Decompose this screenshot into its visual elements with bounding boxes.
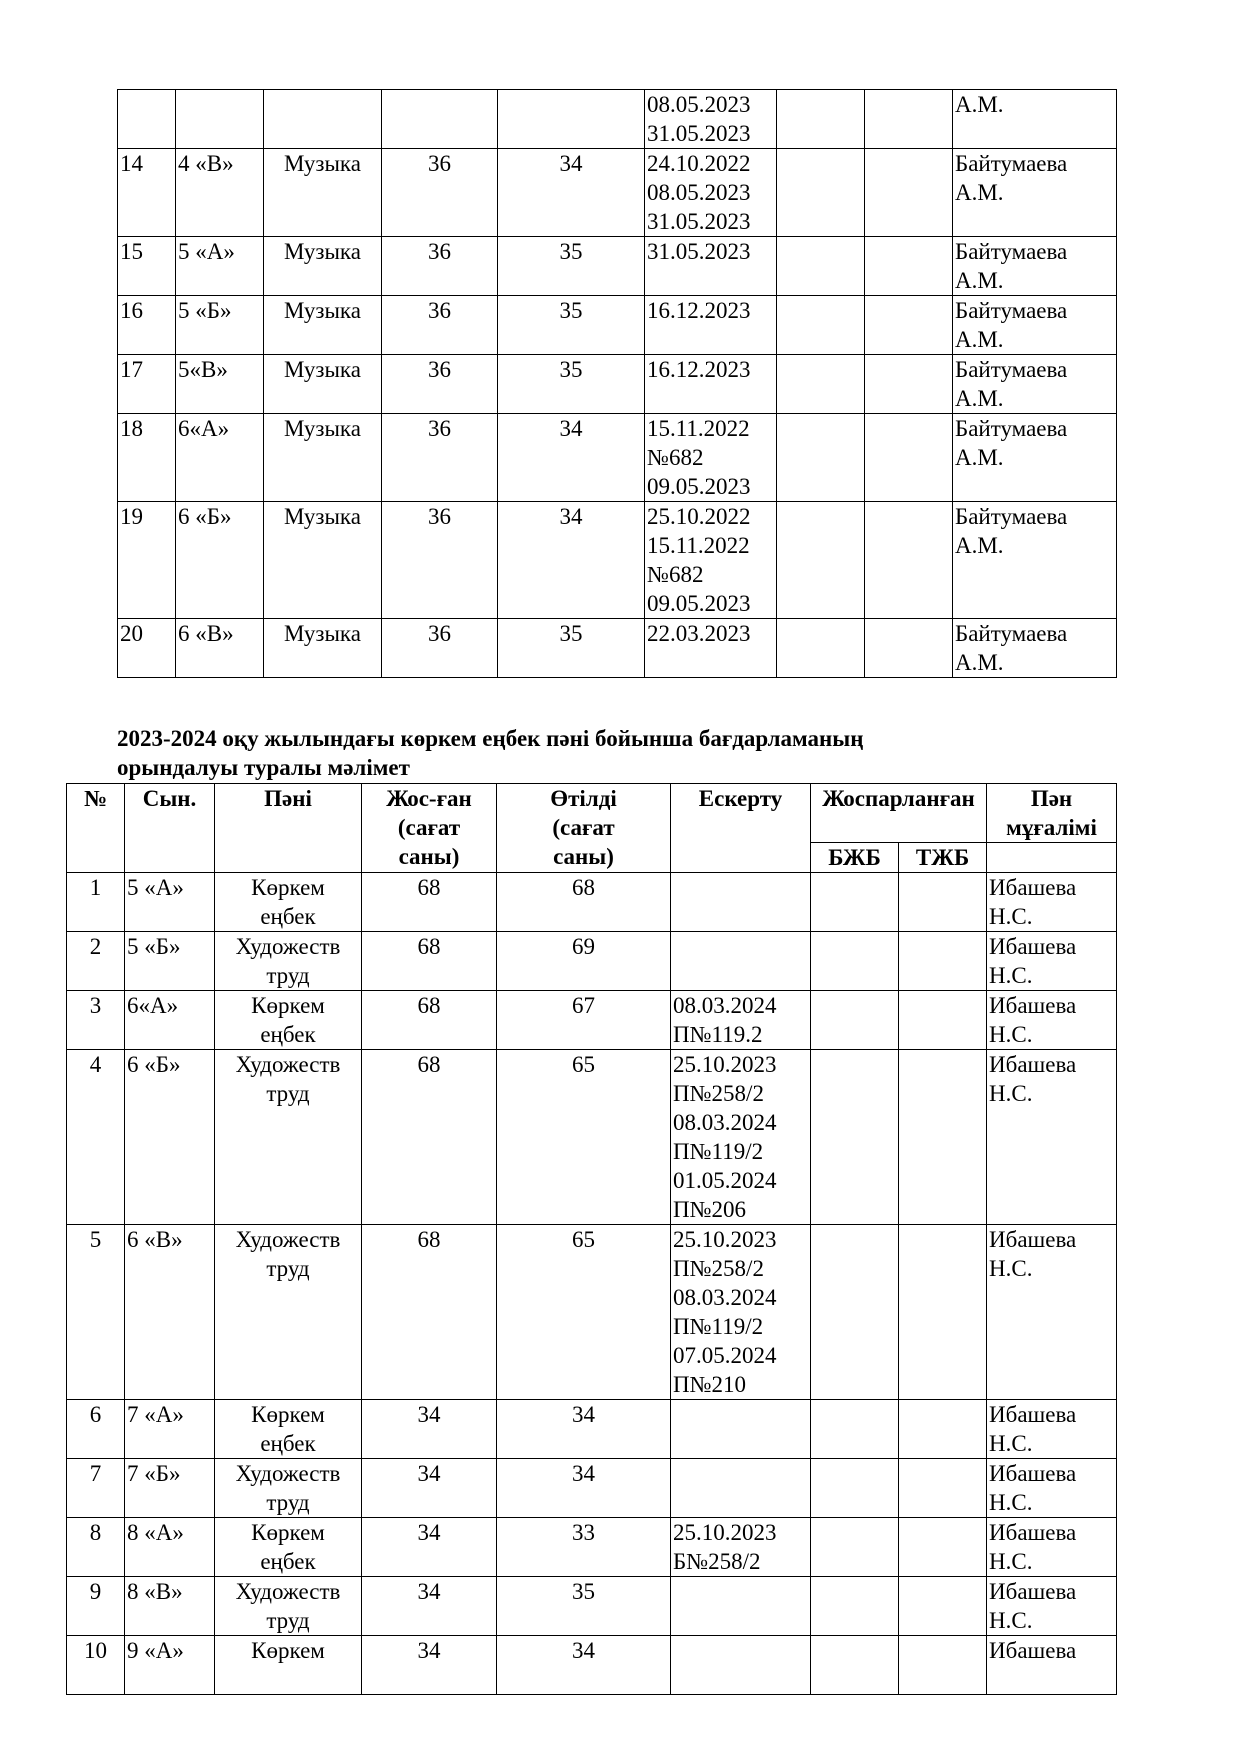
cell-notes: 15.11.2022 №682 09.05.2023: [645, 414, 777, 502]
cell-planned: 68: [362, 1050, 497, 1225]
cell-teacher: Ибашева Н.С.: [987, 1459, 1117, 1518]
cell-num: 5: [67, 1225, 125, 1400]
cell-tjb: [899, 1577, 987, 1636]
header-class: Сын.: [125, 784, 215, 873]
cell-bjb: [811, 932, 899, 991]
cell-num: 10: [67, 1636, 125, 1695]
cell-teacher: Байтумаева А.М.: [953, 296, 1117, 355]
cell-bjb: [811, 873, 899, 932]
cell-bjb: [777, 502, 865, 619]
table-row: [118, 90, 1117, 149]
cell-cls: 8 «А»: [125, 1518, 215, 1577]
cell-cls: 5 «А»: [176, 237, 264, 296]
table-row: [118, 414, 1117, 502]
cell-bjb: [777, 237, 865, 296]
cell-teacher: Байтумаева А.М.: [953, 237, 1117, 296]
cell-teacher: А.М.: [953, 90, 1117, 149]
cell-subject: Музыка: [264, 414, 382, 502]
cell-done: 34: [497, 1636, 671, 1695]
cell-done: 33: [497, 1518, 671, 1577]
cell-cls: 6 «В»: [125, 1225, 215, 1400]
cell-teacher: Ибашева Н.С.: [987, 873, 1117, 932]
cell-bjb: [777, 296, 865, 355]
cell-tjb: [899, 1459, 987, 1518]
cell-cls: 6 «Б»: [176, 502, 264, 619]
cell-cls: 5 «Б»: [125, 932, 215, 991]
cell-teacher: Байтумаева А.М.: [953, 619, 1117, 678]
cell-bjb: [811, 1518, 899, 1577]
cell-notes: [671, 1400, 811, 1459]
header-planned-hours: Жос-ған (сағат саны): [362, 784, 497, 873]
cell-done: 35: [498, 237, 645, 296]
cell-done: 68: [497, 873, 671, 932]
cell-tjb: [865, 355, 953, 414]
cell-planned: 36: [382, 414, 498, 502]
cell-done: 34: [497, 1459, 671, 1518]
cell-notes: 22.03.2023: [645, 619, 777, 678]
cell-teacher: Ибашева Н.С.: [987, 1518, 1117, 1577]
cell-planned: 36: [382, 296, 498, 355]
table-row: [67, 1050, 1117, 1225]
cell-cls: 6«А»: [125, 991, 215, 1050]
cell-subject: Художеств труд: [215, 1459, 362, 1518]
cell-teacher: Байтумаева А.М.: [953, 355, 1117, 414]
section-heading: 2023-2024 оқу жылындағы көркем еңбек пәні бойынша бағдарламаның орындалуы туралы мәлімет: [117, 726, 864, 780]
cell-teacher: Байтумаева А.М.: [953, 149, 1117, 237]
music-table-body: [118, 90, 1117, 678]
cell-planned: 68: [362, 991, 497, 1050]
cell-bjb: [811, 1459, 899, 1518]
cell-subject: Көркем еңбек: [215, 1400, 362, 1459]
cell-num: 1: [67, 873, 125, 932]
cell-cls: 5 «А»: [125, 873, 215, 932]
cell-planned: 34: [362, 1636, 497, 1695]
cell-num: 6: [67, 1400, 125, 1459]
cell-planned: 36: [382, 619, 498, 678]
cell-cls: 7 «Б»: [125, 1459, 215, 1518]
cell-num: 19: [118, 502, 176, 619]
cell-num: [118, 90, 176, 149]
table-row: [67, 1577, 1117, 1636]
cell-tjb: [865, 237, 953, 296]
cell-num: 9: [67, 1577, 125, 1636]
header-teacher: Пән мұғалімі: [987, 784, 1117, 843]
cell-num: 4: [67, 1050, 125, 1225]
cell-tjb: [865, 149, 953, 237]
cell-notes: 16.12.2023: [645, 296, 777, 355]
cell-bjb: [811, 1400, 899, 1459]
table-row: [67, 991, 1117, 1050]
cell-num: 16: [118, 296, 176, 355]
cell-teacher: Байтумаева А.М.: [953, 414, 1117, 502]
cell-tjb: [865, 90, 953, 149]
cell-bjb: [777, 414, 865, 502]
cell-tjb: [865, 414, 953, 502]
table-row: [67, 1459, 1117, 1518]
cell-notes: 24.10.2022 08.05.2023 31.05.2023: [645, 149, 777, 237]
cell-cls: 5 «Б»: [176, 296, 264, 355]
cell-planned: 68: [362, 932, 497, 991]
cell-teacher: Ибашева Н.С.: [987, 1577, 1117, 1636]
cell-num: 8: [67, 1518, 125, 1577]
table-row: [118, 502, 1117, 619]
cell-cls: 6 «Б»: [125, 1050, 215, 1225]
table-row: [67, 932, 1117, 991]
cell-subject: Музыка: [264, 355, 382, 414]
cell-notes: [671, 932, 811, 991]
cell-teacher: Ибашева Н.С.: [987, 991, 1117, 1050]
cell-done: 65: [497, 1225, 671, 1400]
cell-done: 34: [498, 502, 645, 619]
table-row: [67, 1400, 1117, 1459]
cell-notes: 25.10.2023 П№258/2 08.03.2024 П№119/2 07.05.2024 П№210: [671, 1225, 811, 1400]
cell-teacher: Ибашева: [987, 1636, 1117, 1695]
cell-cls: 4 «В»: [176, 149, 264, 237]
cell-planned: 34: [362, 1577, 497, 1636]
cell-teacher: Ибашева Н.С.: [987, 1400, 1117, 1459]
cell-bjb: [777, 149, 865, 237]
table-row: [67, 1636, 1117, 1695]
cell-bjb: [811, 1636, 899, 1695]
art-table-header: [67, 784, 1117, 873]
cell-tjb: [865, 502, 953, 619]
table-row: [118, 237, 1117, 296]
cell-subject: Художеств труд: [215, 1050, 362, 1225]
cell-num: 20: [118, 619, 176, 678]
music-program-table: [117, 89, 1117, 678]
cell-bjb: [777, 619, 865, 678]
cell-cls: 5«В»: [176, 355, 264, 414]
cell-subject: Художеств труд: [215, 932, 362, 991]
cell-planned: 68: [362, 873, 497, 932]
cell-bjb: [777, 90, 865, 149]
cell-notes: [671, 873, 811, 932]
cell-tjb: [899, 1636, 987, 1695]
cell-notes: 25.10.2023 П№258/2 08.03.2024 П№119/2 01.05.2024 П№206: [671, 1050, 811, 1225]
cell-bjb: [811, 1577, 899, 1636]
cell-num: 2: [67, 932, 125, 991]
cell-tjb: [865, 619, 953, 678]
cell-planned: 34: [362, 1518, 497, 1577]
cell-notes: 25.10.2022 15.11.2022 №682 09.05.2023: [645, 502, 777, 619]
header-teacher-blank: [987, 843, 1117, 873]
cell-cls: 7 «А»: [125, 1400, 215, 1459]
cell-done: 34: [497, 1400, 671, 1459]
cell-tjb: [899, 1225, 987, 1400]
cell-num: 3: [67, 991, 125, 1050]
cell-planned: 68: [362, 1225, 497, 1400]
cell-done: 67: [497, 991, 671, 1050]
cell-planned: 34: [362, 1459, 497, 1518]
cell-done: [498, 90, 645, 149]
table-row: [118, 296, 1117, 355]
cell-subject: Музыка: [264, 237, 382, 296]
cell-planned: [382, 90, 498, 149]
cell-tjb: [899, 991, 987, 1050]
cell-done: 69: [497, 932, 671, 991]
cell-bjb: [777, 355, 865, 414]
cell-subject: Художеств труд: [215, 1225, 362, 1400]
cell-notes: [671, 1636, 811, 1695]
cell-done: 35: [497, 1577, 671, 1636]
art-table-body: [67, 873, 1117, 1695]
cell-subject: Музыка: [264, 296, 382, 355]
cell-tjb: [899, 932, 987, 991]
cell-tjb: [899, 1050, 987, 1225]
cell-planned: 36: [382, 237, 498, 296]
cell-teacher: Ибашева Н.С.: [987, 1225, 1117, 1400]
table-row: [67, 1518, 1117, 1577]
cell-num: 17: [118, 355, 176, 414]
cell-bjb: [811, 1050, 899, 1225]
cell-num: 14: [118, 149, 176, 237]
header-scheduled: Жоспарланған: [811, 784, 987, 843]
cell-teacher: Ибашева Н.С.: [987, 1050, 1117, 1225]
cell-done: 35: [498, 296, 645, 355]
cell-teacher: Байтумаева А.М.: [953, 502, 1117, 619]
cell-tjb: [899, 1518, 987, 1577]
cell-notes: [671, 1459, 811, 1518]
cell-teacher: Ибашева Н.С.: [987, 932, 1117, 991]
cell-subject: [264, 90, 382, 149]
header-subject: Пәні: [215, 784, 362, 873]
header-num: №: [67, 784, 125, 873]
table-row: [67, 873, 1117, 932]
cell-planned: 36: [382, 149, 498, 237]
cell-planned: 36: [382, 502, 498, 619]
cell-num: 7: [67, 1459, 125, 1518]
header-bjb: БЖБ: [811, 843, 899, 873]
cell-done: 35: [498, 355, 645, 414]
cell-subject: Көркем еңбек: [215, 1518, 362, 1577]
cell-num: 15: [118, 237, 176, 296]
cell-subject: Музыка: [264, 149, 382, 237]
header-completed-hours: Өтілді (сағат саны): [497, 784, 671, 873]
cell-cls: 6 «В»: [176, 619, 264, 678]
cell-subject: Көркем: [215, 1636, 362, 1695]
cell-planned: 36: [382, 355, 498, 414]
cell-notes: [671, 1577, 811, 1636]
cell-cls: 9 «А»: [125, 1636, 215, 1695]
cell-tjb: [899, 1400, 987, 1459]
cell-subject: Көркем еңбек: [215, 873, 362, 932]
cell-done: 34: [498, 414, 645, 502]
cell-bjb: [811, 991, 899, 1050]
cell-notes: 08.05.2023 31.05.2023: [645, 90, 777, 149]
table-row: [118, 619, 1117, 678]
cell-notes: 16.12.2023: [645, 355, 777, 414]
cell-subject: Музыка: [264, 502, 382, 619]
cell-num: 18: [118, 414, 176, 502]
art-labor-program-table: [66, 783, 1117, 1695]
cell-tjb: [899, 873, 987, 932]
cell-cls: 8 «В»: [125, 1577, 215, 1636]
header-notes: Ескерту: [671, 784, 811, 873]
header-tjb: ТЖБ: [899, 843, 987, 873]
cell-bjb: [811, 1225, 899, 1400]
cell-done: 35: [498, 619, 645, 678]
cell-subject: Художеств труд: [215, 1577, 362, 1636]
cell-done: 65: [497, 1050, 671, 1225]
table-row: [118, 355, 1117, 414]
cell-subject: Көркем еңбек: [215, 991, 362, 1050]
cell-planned: 34: [362, 1400, 497, 1459]
cell-notes: 25.10.2023 Б№258/2: [671, 1518, 811, 1577]
table-row: [67, 1225, 1117, 1400]
cell-tjb: [865, 296, 953, 355]
table-row: [118, 149, 1117, 237]
cell-notes: 31.05.2023: [645, 237, 777, 296]
cell-cls: [176, 90, 264, 149]
cell-notes: 08.03.2024 П№119.2: [671, 991, 811, 1050]
cell-subject: Музыка: [264, 619, 382, 678]
cell-cls: 6«А»: [176, 414, 264, 502]
cell-done: 34: [498, 149, 645, 237]
